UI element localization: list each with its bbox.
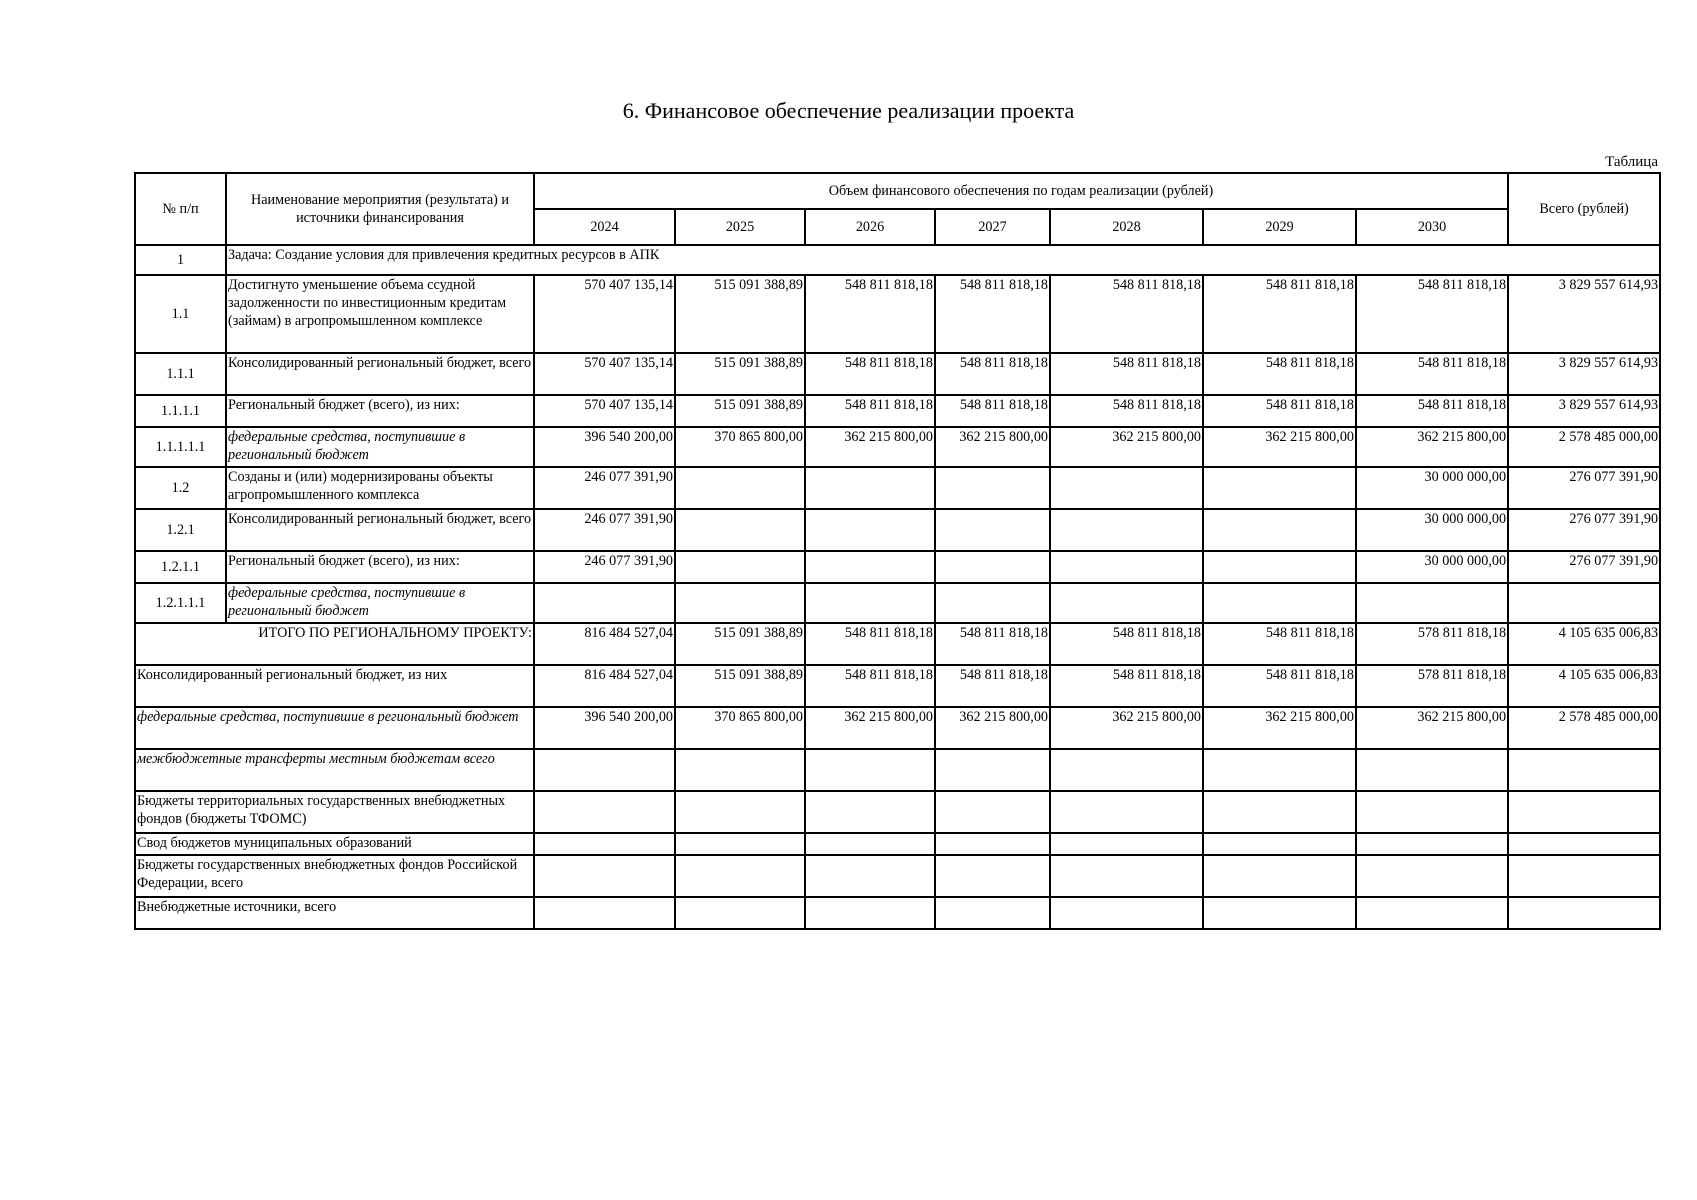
total-year-value: 515 091 388,89 bbox=[675, 623, 805, 665]
summary-year-value: 816 484 527,04 bbox=[534, 665, 675, 707]
table-row bbox=[135, 353, 1660, 395]
header-year: 2030 bbox=[1356, 209, 1508, 245]
total-grand-value: 4 105 635 006,83 bbox=[1508, 623, 1660, 665]
total-year-value: 548 811 818,18 bbox=[935, 623, 1050, 665]
table-row bbox=[135, 275, 1660, 353]
row-year-value: 362 215 800,00 bbox=[1203, 427, 1356, 467]
page-title: 6. Финансовое обеспечение реализации проекта bbox=[622, 98, 1075, 123]
row-year-value: 246 077 391,90 bbox=[534, 509, 675, 551]
summary-year-value bbox=[1050, 897, 1203, 929]
row-total-value: 276 077 391,90 bbox=[1508, 551, 1660, 583]
row-year-value: 548 811 818,18 bbox=[1050, 275, 1203, 353]
summary-row bbox=[135, 707, 1660, 749]
row-year-value: 362 215 800,00 bbox=[935, 427, 1050, 467]
row-year-value: 515 091 388,89 bbox=[675, 275, 805, 353]
summary-year-value: 515 091 388,89 bbox=[675, 665, 805, 707]
row-year-value: 548 811 818,18 bbox=[935, 395, 1050, 427]
row-year-value: 548 811 818,18 bbox=[805, 353, 935, 395]
total-year-value: 816 484 527,04 bbox=[534, 623, 675, 665]
row-number: 1.1 bbox=[135, 275, 226, 353]
row-year-value bbox=[935, 551, 1050, 583]
total-year-value: 578 811 818,18 bbox=[1356, 623, 1508, 665]
summary-year-value bbox=[534, 855, 675, 897]
summary-year-value: 396 540 200,00 bbox=[534, 707, 675, 749]
row-year-value: 548 811 818,18 bbox=[1050, 353, 1203, 395]
row-name: Созданы и (или) модернизированы объекты агропромышленного комплекса bbox=[226, 467, 534, 509]
summary-row-name: Свод бюджетов муниципальных образований bbox=[135, 833, 534, 855]
task-text bbox=[226, 245, 1660, 275]
row-year-value: 548 811 818,18 bbox=[1203, 353, 1356, 395]
row-year-value: 548 811 818,18 bbox=[805, 395, 935, 427]
row-number: 1.1.1 bbox=[135, 353, 226, 395]
header-year: 2028 bbox=[1050, 209, 1203, 245]
row-year-value: 515 091 388,89 bbox=[675, 353, 805, 395]
header-year: 2027 bbox=[935, 209, 1050, 245]
total-year-value: 548 811 818,18 bbox=[1050, 623, 1203, 665]
summary-total-value bbox=[1508, 897, 1660, 929]
summary-year-value bbox=[935, 791, 1050, 833]
summary-year-value bbox=[1356, 749, 1508, 791]
row-year-value: 570 407 135,14 bbox=[534, 395, 675, 427]
summary-year-value bbox=[675, 833, 805, 855]
summary-year-value bbox=[1203, 791, 1356, 833]
row-year-value bbox=[675, 583, 805, 623]
summary-year-value: 548 811 818,18 bbox=[1050, 665, 1203, 707]
header-volume: Объем финансового обеспечения по годам реализации (рублей) bbox=[534, 173, 1508, 209]
summary-year-value bbox=[1203, 833, 1356, 855]
summary-year-value bbox=[675, 791, 805, 833]
row-year-value: 246 077 391,90 bbox=[534, 467, 675, 509]
summary-year-value bbox=[1203, 855, 1356, 897]
row-number: 1.2 bbox=[135, 467, 226, 509]
summary-row bbox=[135, 791, 1660, 833]
row-year-value bbox=[935, 583, 1050, 623]
row-number: 1.2.1 bbox=[135, 509, 226, 551]
row-year-value: 548 811 818,18 bbox=[935, 353, 1050, 395]
table-label: Таблица bbox=[1605, 154, 1658, 170]
total-row-label: ИТОГО ПО РЕГИОНАЛЬНОМУ ПРОЕКТУ: bbox=[135, 623, 534, 665]
summary-year-value bbox=[675, 897, 805, 929]
summary-row-name: Бюджеты государственных внебюджетных фондов Российской Федерации, всего bbox=[135, 855, 534, 897]
row-name: Региональный бюджет (всего), из них: bbox=[226, 551, 534, 583]
summary-year-value bbox=[1356, 833, 1508, 855]
summary-year-value: 362 215 800,00 bbox=[805, 707, 935, 749]
row-year-value: 548 811 818,18 bbox=[1203, 395, 1356, 427]
summary-year-value bbox=[805, 855, 935, 897]
summary-year-value: 548 811 818,18 bbox=[805, 665, 935, 707]
summary-total-value bbox=[1508, 749, 1660, 791]
row-year-value: 370 865 800,00 bbox=[675, 427, 805, 467]
total-row bbox=[135, 623, 1660, 665]
row-year-value: 246 077 391,90 bbox=[534, 551, 675, 583]
total-year-value: 548 811 818,18 bbox=[1203, 623, 1356, 665]
row-total-value: 276 077 391,90 bbox=[1508, 467, 1660, 509]
summary-year-value bbox=[935, 855, 1050, 897]
summary-total-value bbox=[1508, 791, 1660, 833]
summary-total-value bbox=[1508, 855, 1660, 897]
row-number: 1.2.1.1 bbox=[135, 551, 226, 583]
summary-year-value bbox=[534, 749, 675, 791]
row-total-value: 3 829 557 614,93 bbox=[1508, 353, 1660, 395]
row-total-value: 3 829 557 614,93 bbox=[1508, 395, 1660, 427]
row-year-value: 548 811 818,18 bbox=[1356, 275, 1508, 353]
row-name: Консолидированный региональный бюджет, всего bbox=[226, 509, 534, 551]
header-year: 2029 bbox=[1203, 209, 1356, 245]
summary-year-value bbox=[675, 749, 805, 791]
summary-row-name: межбюджетные трансферты местным бюджетам всего bbox=[135, 749, 534, 791]
row-year-value: 548 811 818,18 bbox=[1356, 395, 1508, 427]
row-year-value: 362 215 800,00 bbox=[1356, 427, 1508, 467]
summary-year-value: 548 811 818,18 bbox=[935, 665, 1050, 707]
summary-year-value bbox=[935, 897, 1050, 929]
header-name: Наименование мероприятия (результата) и источники финансирования bbox=[226, 173, 534, 245]
summary-year-value bbox=[1050, 791, 1203, 833]
table-row bbox=[135, 427, 1660, 467]
row-year-value bbox=[1356, 583, 1508, 623]
summary-year-value bbox=[1203, 749, 1356, 791]
header-total: Всего (рублей) bbox=[1508, 173, 1660, 245]
summary-year-value bbox=[534, 791, 675, 833]
summary-year-value bbox=[1356, 855, 1508, 897]
summary-year-value: 370 865 800,00 bbox=[675, 707, 805, 749]
summary-year-value bbox=[534, 833, 675, 855]
header-year: 2026 bbox=[805, 209, 935, 245]
summary-year-value: 362 215 800,00 bbox=[1050, 707, 1203, 749]
row-total-value bbox=[1508, 583, 1660, 623]
task-row bbox=[135, 245, 1660, 275]
task-num: 1 bbox=[135, 245, 226, 275]
summary-year-value: 362 215 800,00 bbox=[935, 707, 1050, 749]
header-num: № п/п bbox=[135, 173, 226, 245]
header-row-1 bbox=[135, 173, 1660, 209]
row-year-value: 570 407 135,14 bbox=[534, 353, 675, 395]
financing-table bbox=[134, 172, 1661, 930]
row-year-value: 548 811 818,18 bbox=[1356, 353, 1508, 395]
table-row bbox=[135, 395, 1660, 427]
summary-row bbox=[135, 897, 1660, 929]
summary-year-value bbox=[1203, 897, 1356, 929]
row-name: Региональный бюджет (всего), из них: bbox=[226, 395, 534, 427]
row-year-value bbox=[1203, 583, 1356, 623]
summary-year-value bbox=[534, 897, 675, 929]
row-year-value bbox=[935, 509, 1050, 551]
summary-row bbox=[135, 833, 1660, 855]
summary-year-value bbox=[935, 749, 1050, 791]
row-year-value bbox=[534, 583, 675, 623]
table-row bbox=[135, 551, 1660, 583]
row-year-value bbox=[675, 467, 805, 509]
summary-year-value bbox=[935, 833, 1050, 855]
row-year-value bbox=[1050, 467, 1203, 509]
row-year-value: 362 215 800,00 bbox=[805, 427, 935, 467]
row-year-value: 396 540 200,00 bbox=[534, 427, 675, 467]
row-number: 1.1.1.1.1 bbox=[135, 427, 226, 467]
row-number: 1.2.1.1.1 bbox=[135, 583, 226, 623]
row-year-value bbox=[675, 551, 805, 583]
row-year-value bbox=[805, 467, 935, 509]
row-year-value: 548 811 818,18 bbox=[1203, 275, 1356, 353]
row-year-value bbox=[805, 583, 935, 623]
summary-row bbox=[135, 855, 1660, 897]
summary-year-value bbox=[1050, 833, 1203, 855]
row-year-value bbox=[1203, 509, 1356, 551]
summary-year-value bbox=[805, 749, 935, 791]
row-year-value bbox=[1050, 509, 1203, 551]
summary-year-value: 362 215 800,00 bbox=[1356, 707, 1508, 749]
row-name: Достигнуто уменьшение объема ссудной задолженности по инвестиционным кредитам (займам) в агропромышленном комплексе bbox=[226, 275, 534, 353]
row-total-value: 2 578 485 000,00 bbox=[1508, 427, 1660, 467]
summary-year-value: 548 811 818,18 bbox=[1203, 665, 1356, 707]
summary-row-name: Внебюджетные источники, всего bbox=[135, 897, 534, 929]
task-label: Задача: Создание условия для привлечения кредитных ресурсов в АПК bbox=[228, 247, 660, 263]
summary-row-name: Бюджеты территориальных государственных внебюджетных фондов (бюджеты ТФОМС) bbox=[135, 791, 534, 833]
summary-row bbox=[135, 749, 1660, 791]
header-year: 2024 bbox=[534, 209, 675, 245]
row-total-value: 276 077 391,90 bbox=[1508, 509, 1660, 551]
summary-year-value bbox=[1050, 855, 1203, 897]
row-year-value bbox=[1203, 467, 1356, 509]
summary-total-value: 4 105 635 006,83 bbox=[1508, 665, 1660, 707]
row-year-value bbox=[1050, 583, 1203, 623]
summary-year-value bbox=[805, 897, 935, 929]
row-year-value: 570 407 135,14 bbox=[534, 275, 675, 353]
row-year-value bbox=[935, 467, 1050, 509]
summary-year-value: 578 811 818,18 bbox=[1356, 665, 1508, 707]
table-row bbox=[135, 509, 1660, 551]
row-year-value bbox=[805, 551, 935, 583]
summary-total-value bbox=[1508, 833, 1660, 855]
row-year-value: 548 811 818,18 bbox=[935, 275, 1050, 353]
row-name: федеральные средства, поступившие в региональный бюджет bbox=[226, 427, 534, 467]
summary-row-name: Консолидированный региональный бюджет, из них bbox=[135, 665, 534, 707]
table-row bbox=[135, 583, 1660, 623]
row-name: Консолидированный региональный бюджет, всего bbox=[226, 353, 534, 395]
row-year-value: 515 091 388,89 bbox=[675, 395, 805, 427]
row-name: федеральные средства, поступившие в региональный бюджет bbox=[226, 583, 534, 623]
summary-year-value bbox=[1356, 897, 1508, 929]
summary-total-value: 2 578 485 000,00 bbox=[1508, 707, 1660, 749]
summary-year-value bbox=[1356, 791, 1508, 833]
row-total-value: 3 829 557 614,93 bbox=[1508, 275, 1660, 353]
summary-year-value bbox=[805, 791, 935, 833]
summary-year-value: 362 215 800,00 bbox=[1203, 707, 1356, 749]
row-year-value: 548 811 818,18 bbox=[805, 275, 935, 353]
summary-row-name: федеральные средства, поступившие в региональный бюджет bbox=[135, 707, 534, 749]
row-year-value: 30 000 000,00 bbox=[1356, 509, 1508, 551]
row-year-value bbox=[805, 509, 935, 551]
row-year-value bbox=[675, 509, 805, 551]
summary-year-value bbox=[675, 855, 805, 897]
row-year-value bbox=[1050, 551, 1203, 583]
row-number: 1.1.1.1 bbox=[135, 395, 226, 427]
row-year-value bbox=[1203, 551, 1356, 583]
header-year: 2025 bbox=[675, 209, 805, 245]
summary-row bbox=[135, 665, 1660, 707]
row-year-value: 362 215 800,00 bbox=[1050, 427, 1203, 467]
summary-year-value bbox=[1050, 749, 1203, 791]
row-year-value: 30 000 000,00 bbox=[1356, 551, 1508, 583]
table-row bbox=[135, 467, 1660, 509]
total-year-value: 548 811 818,18 bbox=[805, 623, 935, 665]
summary-year-value bbox=[805, 833, 935, 855]
row-year-value: 548 811 818,18 bbox=[1050, 395, 1203, 427]
row-year-value: 30 000 000,00 bbox=[1356, 467, 1508, 509]
